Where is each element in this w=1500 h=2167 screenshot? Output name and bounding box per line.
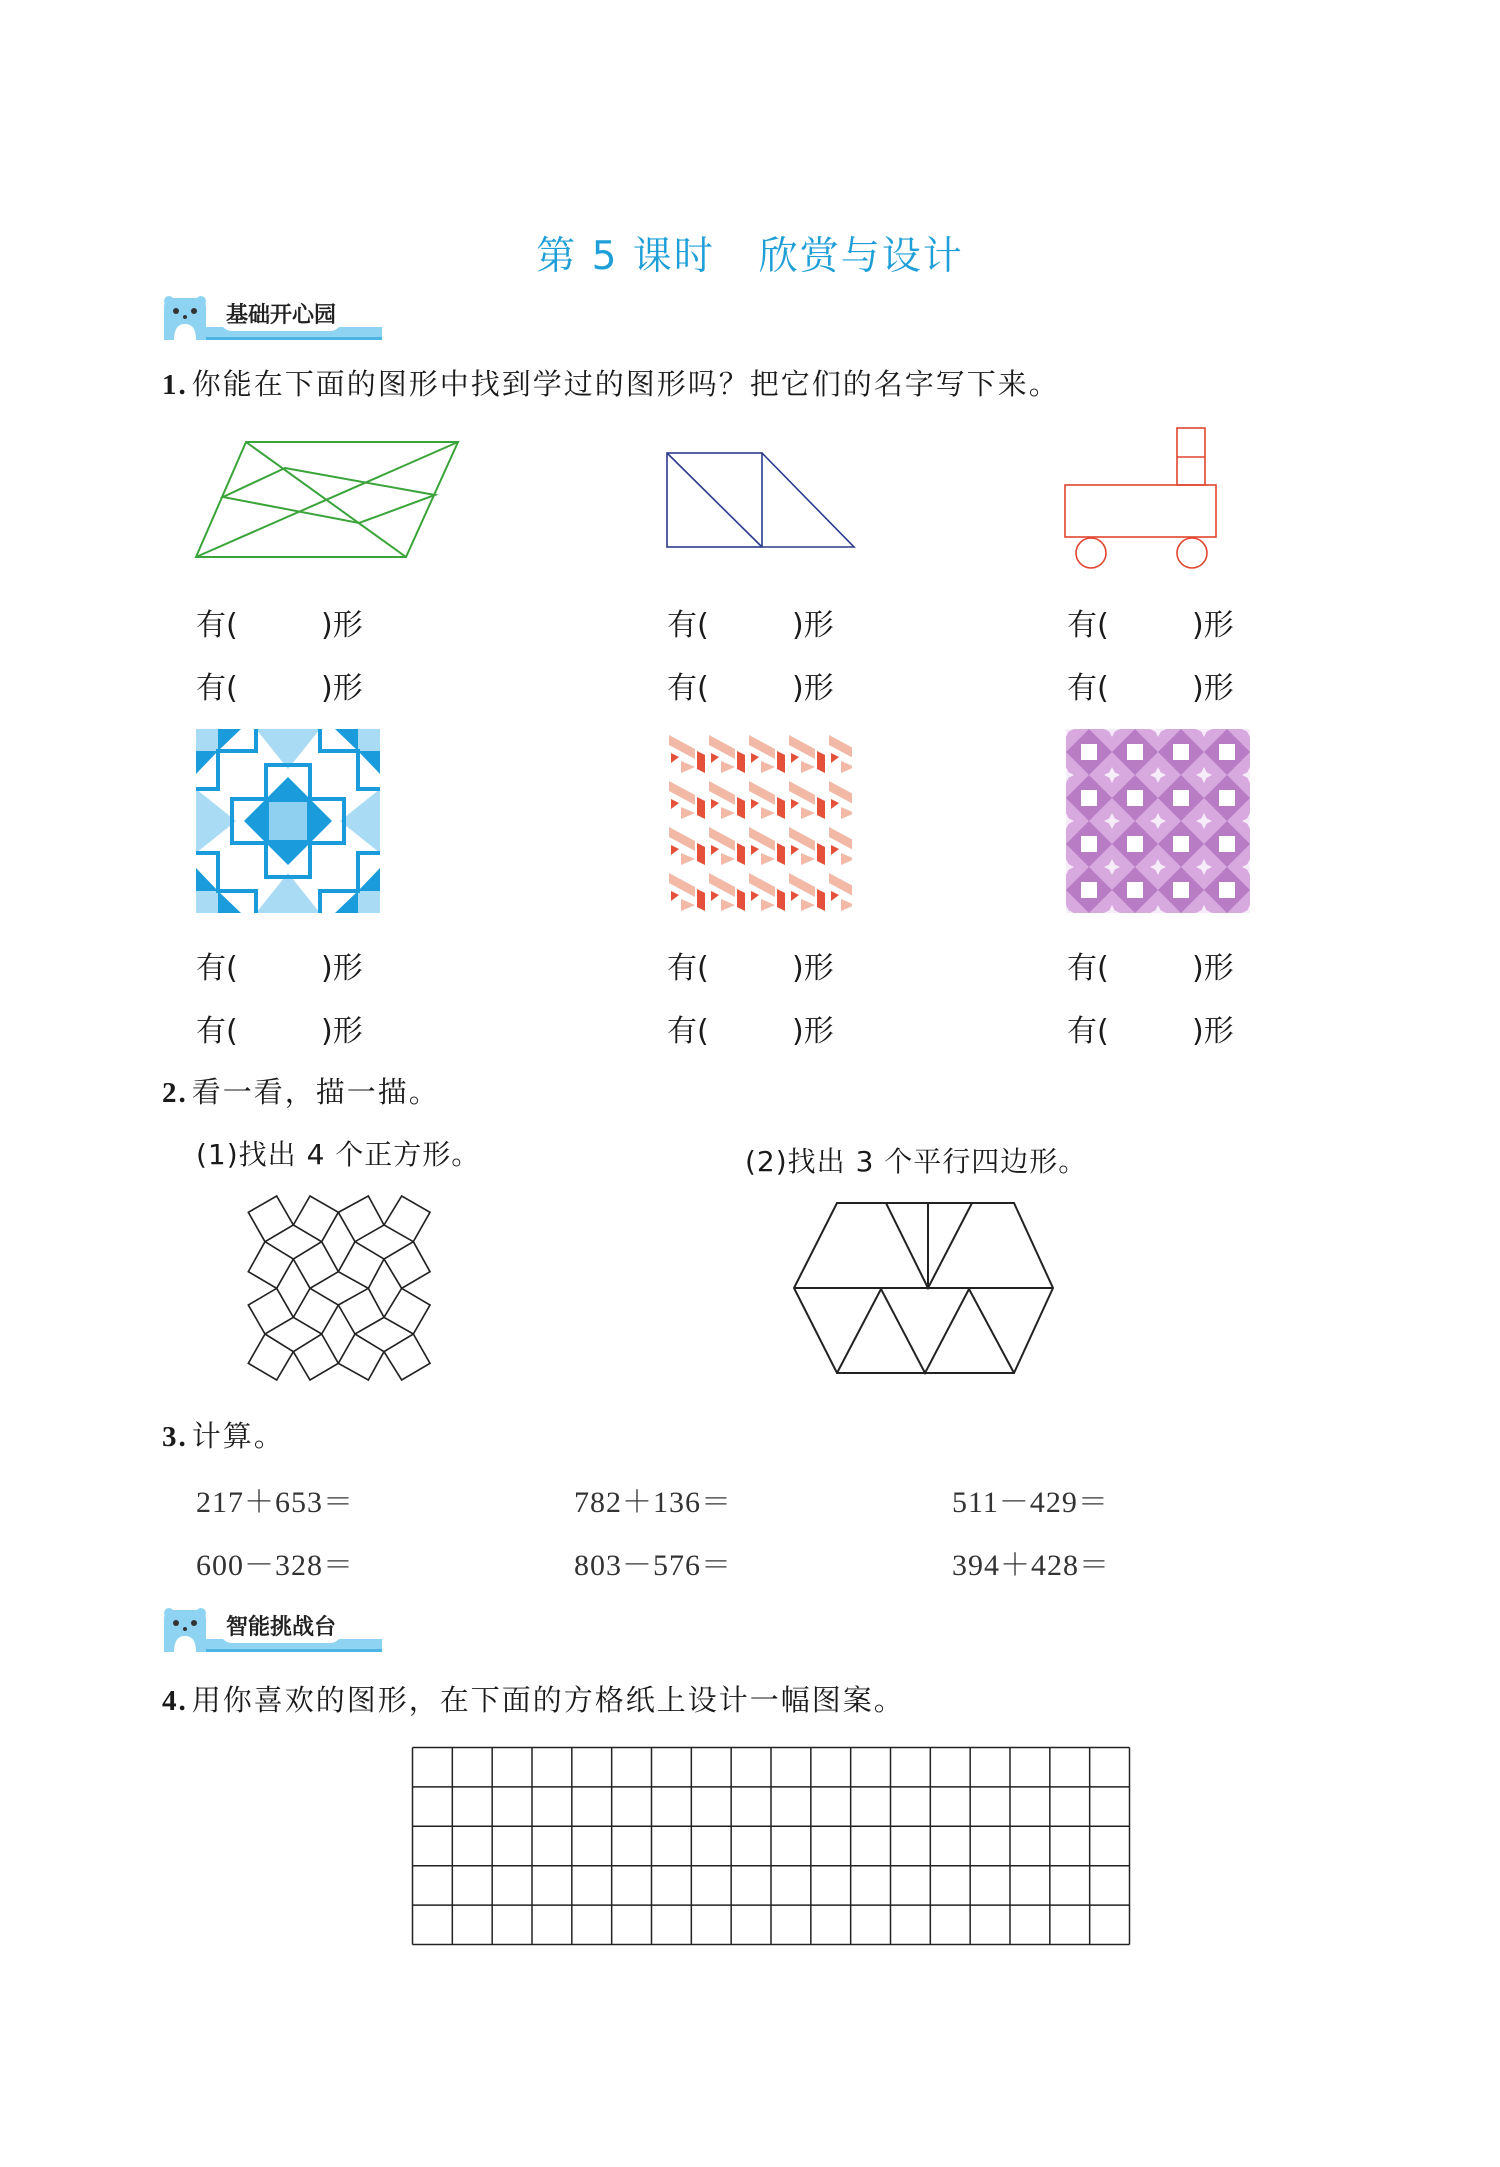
fill-suffix: )形: [321, 608, 363, 643]
calc-item: 782＋136＝: [574, 1486, 732, 1519]
calc-item: 600－328＝: [196, 1549, 354, 1582]
question-4: [162, 1678, 905, 1719]
fill-prefix: 有(: [1067, 951, 1109, 986]
fill-prefix: 有(: [196, 951, 238, 986]
lesson-number: 第 5 课时: [536, 234, 715, 279]
banner-label: 智能挑战台: [220, 1608, 342, 1643]
fill-suffix: )形: [321, 1014, 363, 1049]
fill-prefix: 有(: [1067, 1014, 1109, 1049]
fill-suffix: )形: [321, 951, 363, 986]
banner-label: 基础开心园: [220, 296, 342, 331]
fill-prefix: 有(: [1067, 671, 1109, 706]
question-text: 用你喜欢的图形，在下面的方格纸上设计一幅图案。: [191, 1683, 905, 1717]
fill-suffix: )形: [1192, 671, 1234, 706]
fill-suffix: )形: [792, 608, 834, 643]
question-number: 3.: [162, 1421, 188, 1453]
calc-item: 803－576＝: [574, 1549, 732, 1582]
question-number: 4.: [162, 1685, 188, 1717]
question-3: [162, 1414, 285, 1455]
fill-suffix: )形: [792, 1014, 834, 1049]
fill-prefix: 有(: [196, 608, 238, 643]
graph-paper-grid[interactable]: [412, 1747, 1130, 1945]
fill-suffix: )形: [792, 671, 834, 706]
question-number: 2.: [162, 1077, 188, 1109]
sub-question-2: (2)找出 3 个平行四边形。: [745, 1145, 1088, 1178]
fill-prefix: 有(: [667, 951, 709, 986]
question-number: 1.: [162, 369, 188, 401]
fill-prefix: 有(: [667, 608, 709, 643]
calc-item: 511－429＝: [952, 1486, 1109, 1519]
question-text: 你能在下面的图形中找到学过的图形吗？把它们的名字写下来。: [191, 367, 1060, 401]
sub-question-1: (1)找出 4 个正方形。: [196, 1138, 481, 1171]
question-text: 计算。: [191, 1419, 285, 1453]
fill-suffix: )形: [1192, 951, 1234, 986]
fill-prefix: 有(: [667, 671, 709, 706]
fill-prefix: 有(: [196, 1014, 238, 1049]
lesson-topic: 欣赏与设计: [758, 234, 964, 279]
fill-suffix: )形: [321, 671, 363, 706]
fill-prefix: 有(: [1067, 608, 1109, 643]
fill-prefix: 有(: [196, 671, 238, 706]
fill-suffix: )形: [1192, 1014, 1234, 1049]
calc-item: 217＋653＝: [196, 1486, 354, 1519]
fill-suffix: )形: [1192, 608, 1234, 643]
fill-prefix: 有(: [667, 1014, 709, 1049]
section-banner-challenge: [162, 1606, 387, 1656]
calc-item: 394＋428＝: [952, 1549, 1110, 1582]
question-text: 看一看，描一描。: [191, 1075, 440, 1109]
fill-suffix: )形: [792, 951, 834, 986]
